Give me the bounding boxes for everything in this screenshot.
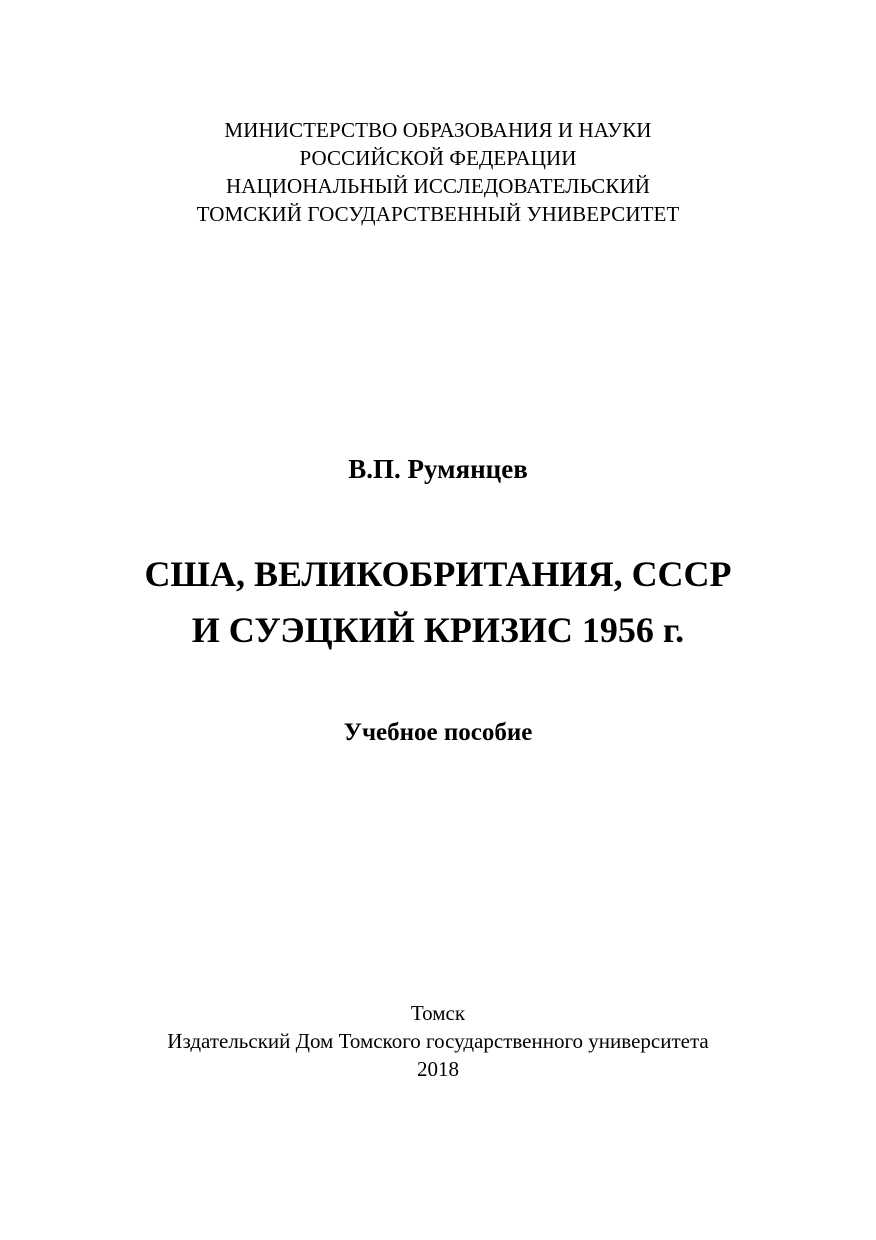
book-title [0,546,876,658]
imprint-year: 2018 [417,1057,459,1081]
book-title-line: США, ВЕЛИКОБРИТАНИЯ, СССР [144,554,732,594]
institution-line: НАЦИОНАЛЬНЫЙ ИССЛЕДОВАТЕЛЬСКИЙ [225,174,651,198]
author-name: В.П. Румянцев [348,454,528,484]
imprint [0,999,876,1083]
book-subtitle: Учебное пособие [343,719,533,746]
imprint-city: Томск [410,1001,466,1025]
institution-line: РОССИЙСКОЙ ФЕДЕРАЦИИ [299,146,577,170]
institution-header [0,116,876,228]
institution-line: ТОМСКИЙ ГОСУДАРСТВЕННЫЙ УНИВЕРСИТЕТ [196,202,680,226]
institution-line: МИНИСТЕРСТВО ОБРАЗОВАНИЯ И НАУКИ [224,118,652,142]
imprint-publisher: Издательский Дом Томского государственного университета [167,1029,709,1053]
book-title-line: И СУЭЦКИЙ КРИЗИС 1956 г. [191,610,685,650]
